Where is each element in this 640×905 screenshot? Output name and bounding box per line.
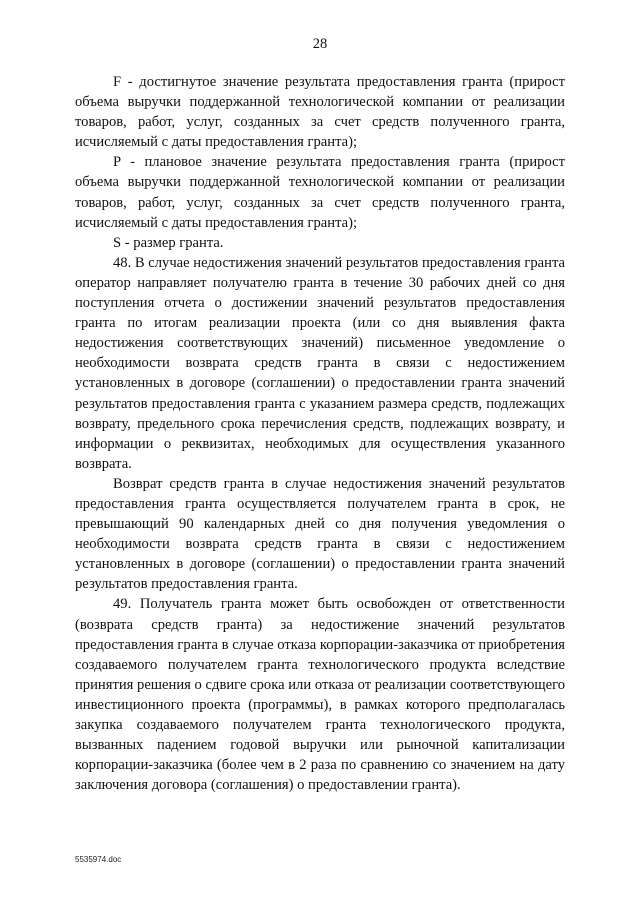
paragraph-refund-term: Возврат средств гранта в случае недостижения значений результатов предоставления гранта осуществляется получателем гранта в срок, не превышающий 90 календарных дней со дня получения уведомления о необходимости возврата средств гранта в связи с недостижением установленных в договоре (соглашении) о предоставлении гранта значений результатов предоставления гранта. [75,475,565,593]
footer-file-code: 5535974.doc [75,855,122,864]
paragraph-f-definition: F - достигнутое значение результата предоставления гранта (прирост объема выручки поддержанной технологической компании от реализации товаров, работ, услуг, созданных за счет средств полученного гранта, исчисляемый с даты предоставления гранта); [75,74,565,151]
paragraph-clause-49: 49. Получатель гранта может быть освобожден от ответственности (возврата средств гранта) за недостижение значений результатов предоставления гранта в случае отказа корпорации-заказчика от приобретения создаваемого получателем гранта технологического продукта вследствие принятия решения о сдвиге срока или отказа от реализации соответствующего инвестиционного проекта (программы), в рамках которого предполагалась закупка создаваемого получателем гранта технологического продукта, вызванных падением годовой выручки или рыночной капитализации корпорации-заказчика (более чем в 2 раза по сравнению со значением на дату заключения договора (соглашения) о предоставлении гранта). [75,596,565,794]
document-body [75,72,565,795]
paragraph-clause-48: 48. В случае недостижения значений результатов предоставления гранта оператор направляет получателю гранта в течение 30 рабочих дней со дня поступления отчета о достижении значений результатов предоставления гранта по итогам реализации проекта (или со дня выявления факта недостижения соответствующих значений) письменное уведомление о необходимости возврата средств гранта в связи с недостижением установленных в договоре (соглашении) о предоставлении гранта значений результатов предоставления гранта с указанием размера средств, подлежащих возврату, предельного срока перечисления средств, подлежащих возврату, и информации о реквизитах, необходимых для осуществления указанного возврата. [75,254,565,472]
page-number: 28 [312,36,328,52]
paragraph-s-definition: S - размер гранта. [113,234,224,251]
paragraph-p-definition: P - плановое значение результата предоставления гранта (прирост объема выручки поддержанной технологической компании от реализации товаров, работ, услуг, созданных за счет средств полученного гранта, исчисляемый с даты предоставления гранта); [75,154,565,231]
